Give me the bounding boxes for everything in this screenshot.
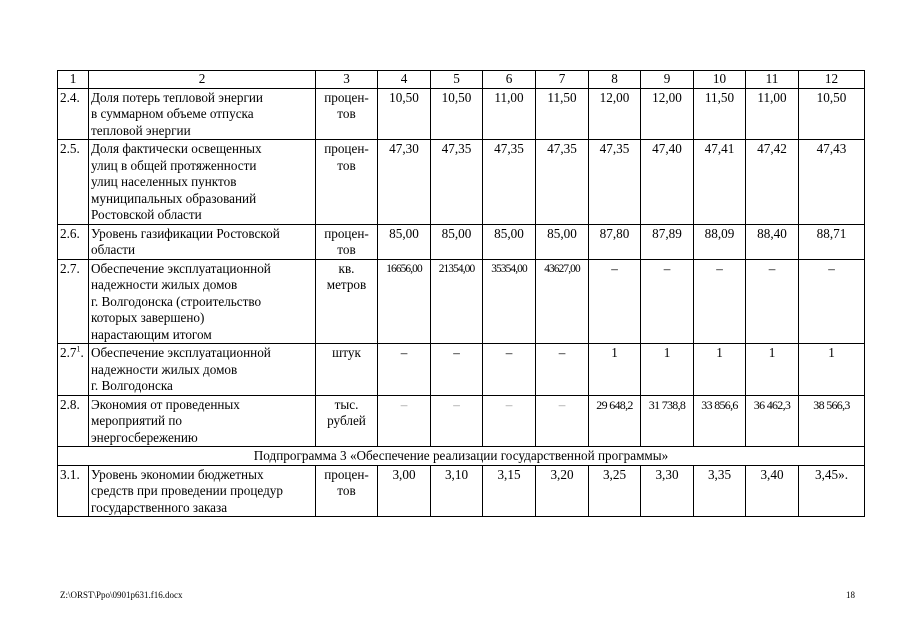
- indicator-name: [89, 224, 316, 259]
- header-cell: 4: [378, 71, 431, 89]
- row-number-text: 3.1.: [60, 466, 80, 482]
- row-number: [58, 224, 89, 259]
- value-cell: 47,35: [483, 140, 536, 225]
- row-number-end: .: [80, 345, 84, 360]
- cell-line: надежности жилых домов: [91, 361, 238, 377]
- table-row: [58, 224, 865, 259]
- value-cell: 85,00: [483, 224, 536, 259]
- value-cell: 47,41: [694, 140, 746, 225]
- cell-line: процен-: [324, 466, 369, 482]
- value-cell: –: [483, 344, 536, 396]
- value-cell: –: [378, 395, 431, 447]
- value-cell: 10,50: [431, 88, 483, 140]
- cell-line: рублей: [327, 413, 366, 428]
- header-cell: 6: [483, 71, 536, 89]
- value-cell: 47,43: [799, 140, 865, 225]
- cell-line: тепловой энергии: [91, 122, 191, 138]
- footer-page-number: 18: [846, 590, 855, 600]
- row-number-text: 2.7.: [60, 260, 80, 276]
- table-body: [58, 71, 865, 517]
- value-cell: 11,50: [694, 88, 746, 140]
- value-cell: 87,80: [589, 224, 641, 259]
- value-cell: 33 856,6: [694, 395, 746, 447]
- value-cell: 35354,00: [483, 259, 536, 344]
- value-cell: 11,00: [746, 88, 799, 140]
- value-cell: 47,30: [378, 140, 431, 225]
- value-cell: 10,50: [378, 88, 431, 140]
- indicators-table: [57, 70, 865, 517]
- cell-line: Ростовской области: [91, 207, 202, 222]
- value-cell: 36 462,3: [746, 395, 799, 447]
- value-cell: 3,45».: [799, 465, 865, 517]
- value-cell: 1: [746, 344, 799, 396]
- value-cell: 47,40: [641, 140, 694, 225]
- row-number: [58, 344, 89, 396]
- cell-line: улиц в общей протяженности: [91, 157, 257, 173]
- unit-cell: [316, 465, 378, 517]
- row-number: [58, 259, 89, 344]
- header-cell: 3: [316, 71, 378, 89]
- value-cell: –: [378, 344, 431, 396]
- cell-line: тыс.: [334, 396, 359, 412]
- row-number-text: 2.4.: [60, 89, 80, 105]
- indicator-name: [89, 395, 316, 447]
- indicator-name: [89, 344, 316, 396]
- cell-line: в суммарном объеме отпуска: [91, 106, 254, 121]
- value-cell: –: [799, 259, 865, 344]
- header-cell: 5: [431, 71, 483, 89]
- unit-cell: [316, 395, 378, 447]
- value-cell: 1: [694, 344, 746, 396]
- unit-cell: [316, 88, 378, 140]
- cell-line: кв.: [338, 260, 355, 276]
- cell-line: муниципальных образований: [91, 190, 257, 206]
- value-cell: –: [431, 344, 483, 396]
- header-cell: 1: [58, 71, 89, 89]
- cell-line: тов: [337, 157, 356, 173]
- header-cell: 7: [536, 71, 589, 89]
- row-number-superscript: 1: [76, 344, 81, 354]
- row-number: [58, 465, 89, 517]
- value-cell: 12,00: [589, 88, 641, 140]
- value-cell: 3,20: [536, 465, 589, 517]
- value-cell: 88,40: [746, 224, 799, 259]
- value-cell: –: [431, 395, 483, 447]
- value-cell: 88,71: [799, 224, 865, 259]
- value-cell: 47,35: [536, 140, 589, 225]
- cell-line: области: [91, 242, 136, 257]
- value-cell: 3,40: [746, 465, 799, 517]
- header-cell: 8: [589, 71, 641, 89]
- cell-line: процен-: [324, 141, 369, 156]
- unit-cell: [316, 140, 378, 225]
- indicator-name: [89, 140, 316, 225]
- footer-file-path: Z:\ORST\Ppo\0901p631.f16.docx: [60, 590, 183, 600]
- cell-line: метров: [326, 277, 367, 292]
- cell-line: Обеспечение эксплуатационной: [91, 345, 271, 360]
- value-cell: 85,00: [431, 224, 483, 259]
- header-cell: 11: [746, 71, 799, 89]
- value-cell: 1: [799, 344, 865, 396]
- indicator-name: [89, 465, 316, 517]
- cell-line: Уровень экономии бюджетных: [91, 466, 264, 482]
- value-cell: –: [746, 259, 799, 344]
- value-cell: 47,35: [589, 140, 641, 225]
- cell-line: штук: [332, 345, 361, 360]
- cell-line: г. Волгодонска: [91, 378, 173, 393]
- value-cell: 31 738,8: [641, 395, 694, 447]
- value-cell: –: [536, 344, 589, 396]
- subprogram-row: [58, 447, 865, 466]
- cell-line: Уровень газификации Ростовской: [91, 225, 280, 241]
- cell-line: государственного заказа: [91, 499, 228, 515]
- cell-line: средств при проведении процедур: [91, 483, 283, 498]
- cell-line: улиц населенных пунктов: [91, 174, 237, 189]
- table-row: [58, 140, 865, 225]
- header-cell: 2: [89, 71, 316, 89]
- cell-line: Доля фактически освещенных: [91, 141, 262, 156]
- value-cell: 3,10: [431, 465, 483, 517]
- row-number: [58, 395, 89, 447]
- cell-line: Обеспечение эксплуатационной: [91, 260, 271, 276]
- cell-line: Экономия от проведенных: [91, 396, 240, 412]
- subprogram-title: Подпрограмма 3 «Обеспечение реализации государственной программы»: [58, 447, 865, 466]
- value-cell: 87,89: [641, 224, 694, 259]
- value-cell: –: [641, 259, 694, 344]
- value-cell: 47,35: [431, 140, 483, 225]
- value-cell: 16656,00: [378, 259, 431, 344]
- value-cell: 1: [641, 344, 694, 396]
- cell-line: тов: [337, 106, 356, 121]
- table-row: [58, 395, 865, 447]
- value-cell: 85,00: [536, 224, 589, 259]
- cell-line: тов: [337, 483, 356, 498]
- table-row: [58, 465, 865, 517]
- header-cell: 12: [799, 71, 865, 89]
- value-cell: 11,50: [536, 88, 589, 140]
- value-cell: 29 648,2: [589, 395, 641, 447]
- cell-line: процен-: [324, 225, 369, 241]
- value-cell: 85,00: [378, 224, 431, 259]
- value-cell: 3,15: [483, 465, 536, 517]
- value-cell: 3,35: [694, 465, 746, 517]
- cell-line: энергосбережению: [91, 429, 198, 445]
- row-number-text: 2.5.: [60, 141, 80, 156]
- unit-cell: [316, 224, 378, 259]
- value-cell: 12,00: [641, 88, 694, 140]
- value-cell: 10,50: [799, 88, 865, 140]
- value-cell: 38 566,3: [799, 395, 865, 447]
- cell-line: тов: [337, 242, 356, 257]
- value-cell: –: [483, 395, 536, 447]
- unit-cell: [316, 344, 378, 396]
- value-cell: –: [589, 259, 641, 344]
- value-cell: 47,42: [746, 140, 799, 225]
- value-cell: –: [536, 395, 589, 447]
- cell-line: которых завершено): [91, 310, 205, 325]
- table-row: [58, 344, 865, 396]
- header-row: [58, 71, 865, 89]
- value-cell: 3,30: [641, 465, 694, 517]
- header-cell: 10: [694, 71, 746, 89]
- value-cell: 21354,00: [431, 259, 483, 344]
- indicator-name: [89, 259, 316, 344]
- value-cell: 88,09: [694, 224, 746, 259]
- header-cell: 9: [641, 71, 694, 89]
- cell-line: процен-: [324, 89, 369, 105]
- row-number: [58, 88, 89, 140]
- cell-line: мероприятий по: [91, 413, 182, 428]
- row-number-text: 2.8.: [60, 396, 80, 412]
- value-cell: 11,00: [483, 88, 536, 140]
- value-cell: 3,25: [589, 465, 641, 517]
- value-cell: 3,00: [378, 465, 431, 517]
- indicator-name: [89, 88, 316, 140]
- table-row: [58, 88, 865, 140]
- row-number: [58, 140, 89, 225]
- value-cell: –: [694, 259, 746, 344]
- row-number-text: 2.6.: [60, 225, 80, 241]
- value-cell: 43627,00: [536, 259, 589, 344]
- cell-line: г. Волгодонска (строительство: [91, 293, 262, 309]
- cell-line: нарастающим итогом: [91, 326, 212, 342]
- unit-cell: [316, 259, 378, 344]
- value-cell: 1: [589, 344, 641, 396]
- row-number-text: 2.7: [60, 345, 77, 360]
- cell-line: надежности жилых домов: [91, 277, 238, 292]
- cell-line: Доля потерь тепловой энергии: [91, 89, 263, 105]
- table-row: [58, 259, 865, 344]
